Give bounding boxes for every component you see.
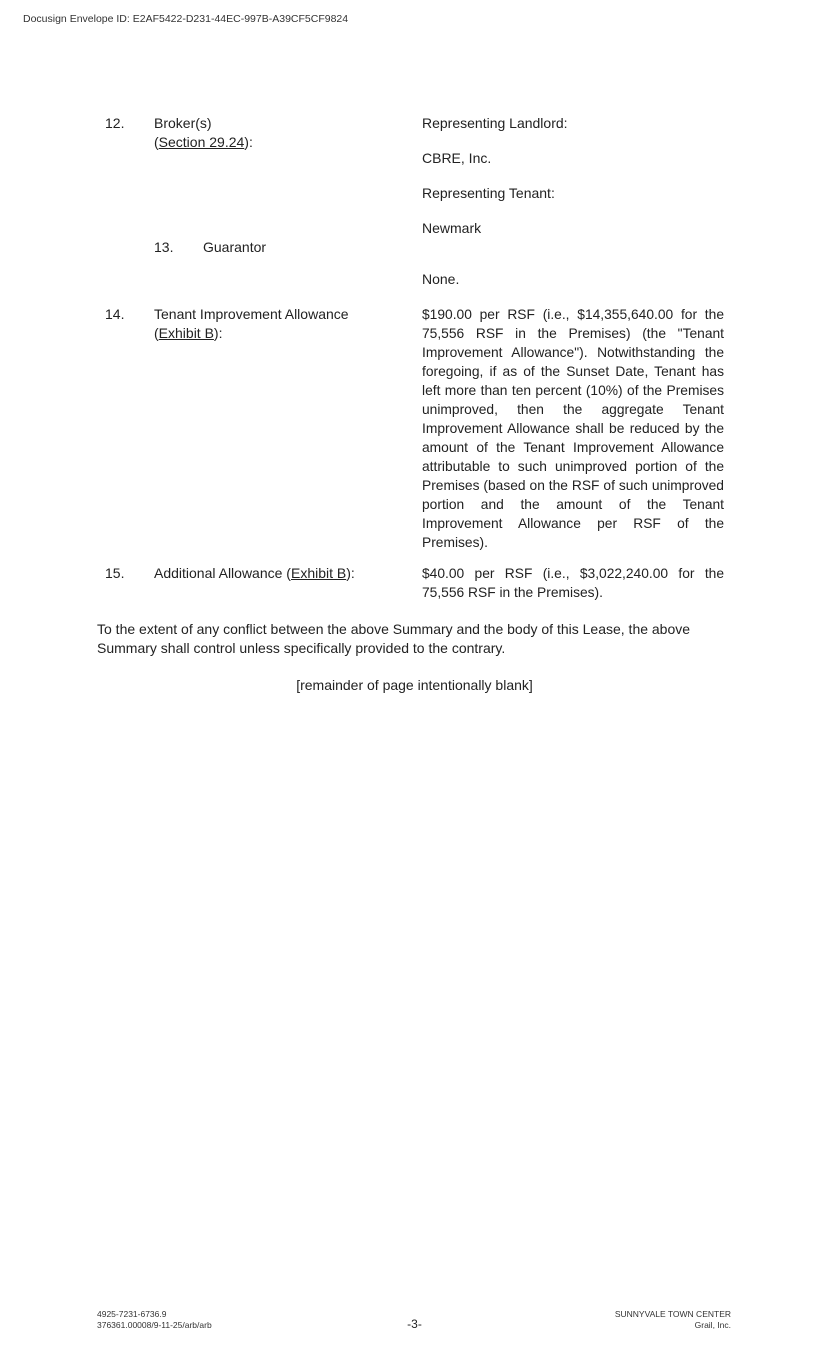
item-14-label-line1: Tenant Improvement Allowance xyxy=(154,306,349,322)
rep-landlord-label: Representing Landlord: xyxy=(422,115,568,131)
remainder-blank-note: [remainder of page intentionally blank] xyxy=(296,677,533,693)
docusign-envelope-id: Docusign Envelope ID: E2AF5422-D231-44EC-997B-A39CF5CF9824 xyxy=(23,13,349,25)
item-12-number: 12. xyxy=(105,115,125,131)
item-12-label-line1: Broker(s) xyxy=(154,115,212,131)
rep-tenant-label: Representing Tenant: xyxy=(422,185,555,201)
item-15-value: $40.00 per RSF (i.e., $3,022,240.00 for the 75,556 RSF in the Premises). xyxy=(422,566,724,600)
footer-property-name: SUNNYVALE TOWN CENTER xyxy=(614,1309,731,1319)
item-12-label-line2: (Section 29.24): xyxy=(154,134,253,150)
exhibit-b-link-2[interactable]: Exhibit B xyxy=(290,565,347,581)
item-14-label xyxy=(154,305,394,343)
item-14-number: 14. xyxy=(105,306,125,322)
page-number: -3- xyxy=(407,1317,422,1331)
footer-tenant-name: Grail, Inc. xyxy=(694,1320,731,1330)
conflict-paragraph: To the extent of any conflict between the above Summary and the body of this Lease, the above Summary shall control unless specifically provided to the contrary. xyxy=(97,621,691,656)
item-13-value: None. xyxy=(422,271,460,287)
item-14-label-line2: (Exhibit B): xyxy=(154,325,223,341)
section-29-24-link[interactable]: Section 29.24 xyxy=(158,134,245,150)
item-15-label: Additional Allowance (Exhibit B): xyxy=(154,565,355,581)
footer-doc-number: 4925-7231-6736.9 xyxy=(97,1309,167,1319)
item-13-number: 13. xyxy=(154,239,174,255)
rep-tenant-value: Newmark xyxy=(422,220,482,236)
item-14-value: $190.00 per RSF (i.e., $14,355,640.00 for the 75,556 RSF in the Premises) (the "Tenant Improvement Allowance"). Notwithstanding the foregoing, if as of the Sunset Date, Tenant has left more than ten percent (10%) of the Premises unimproved, then the aggregate Tenant Improvement Allowance shall be reduced by the amount of the Tenant Improvement Allowance attributable to such unimproved portion of the Premises (based on the RSF of such unimproved portion and the amount of the Tenant Improvement Allowance per RSF of the Premises). xyxy=(422,307,724,550)
footer-matter-number: 376361.00008/9-11-25/arb/arb xyxy=(97,1320,212,1330)
item-13-label: Guarantor xyxy=(203,239,267,255)
item-15-number: 15. xyxy=(105,565,125,581)
item-12-label xyxy=(154,114,394,152)
footer-right xyxy=(615,1309,731,1331)
exhibit-b-link[interactable]: Exhibit B xyxy=(158,325,214,341)
rep-landlord-value: CBRE, Inc. xyxy=(422,150,492,166)
